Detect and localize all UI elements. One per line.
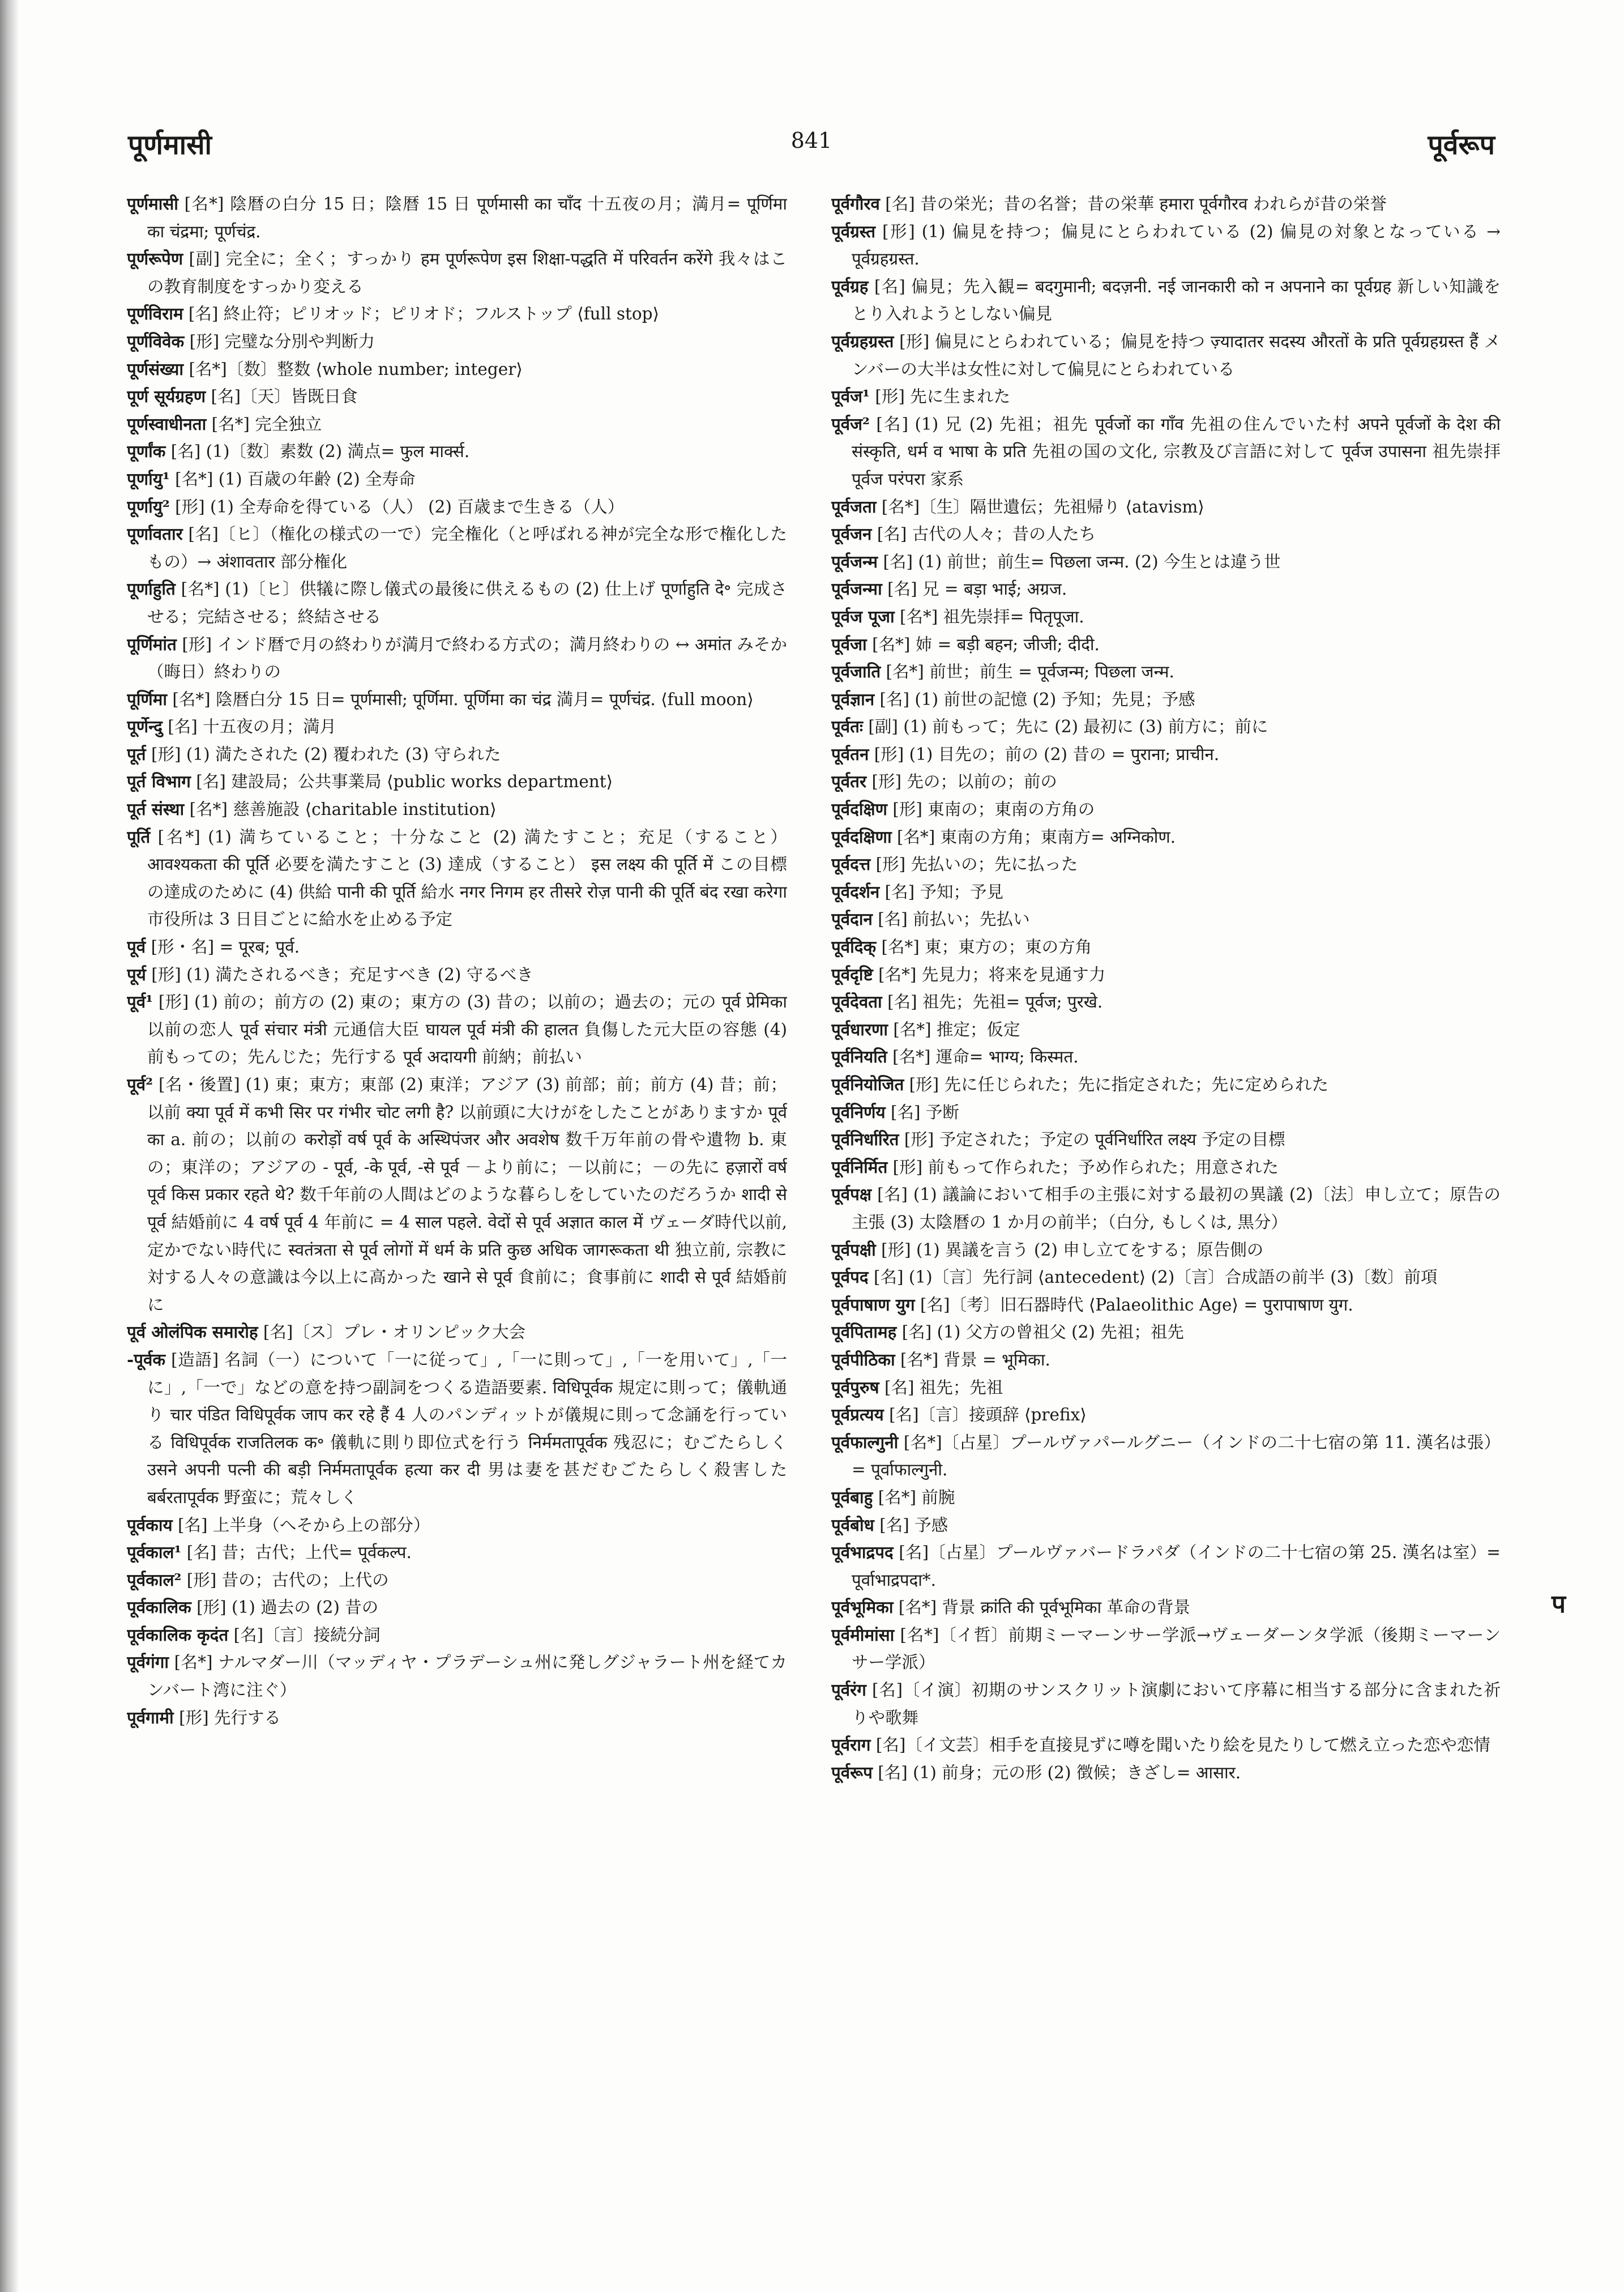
dictionary-entry [831,1374,1501,1402]
dictionary-entry [127,1621,787,1649]
dictionary-entry [831,961,1501,989]
entry-definition: [形] 予定された；予定の पूर्वनिर्धारित लक्ष्य 予定の目標 [904,1130,1285,1150]
entry-headword: पूर्वनियोजित [831,1074,904,1094]
dictionary-entry [831,1401,1501,1429]
entry-headword: पूर्ति [127,826,151,847]
entry-headword: पूर्णायु¹ [127,468,170,489]
entry-headword: पूर्वनिर्धारित [831,1129,899,1150]
entry-headword: पूर्वगामी [127,1707,174,1727]
entry-headword: पूर्णस्वाधीनता [127,413,207,434]
dictionary-entry [831,273,1501,328]
entry-definition: [名*] 前世；前生 = पूर्वजन्म; पिछला जन्म. [886,662,1174,682]
entry-definition: [名] 十五夜の月；満月 [168,717,337,737]
entry-headword: पूर्वपितामह [831,1322,897,1342]
entry-definition: [形] インド暦で月の終わりが満月で終わる方式の；満月終わりの ↔ अमांत みそか（晦日）終わりの [147,634,787,682]
entry-headword: पूर्वकाय [127,1514,173,1535]
entry-definition: [名*] (1) 満ちていること；十分なこと (2) 満たすこと；充足（すること） आवश्यकता की पूर्ति 必要を満たすこと (3) 達成（すること） इस लक्ष्य की पूर्ति में この目標の達成のために (4) 供給 पानी की पूर्ति 給水 नगर निगम हर तीसरे रोज़ पानी की पूर्ति बंद रखा करेगा 市役所は 3 日目ごとに給水を止める予定 [147,827,787,929]
entry-definition: [形] (1) 前の；前方の (2) 東の；東方の (3) 昔の；以前の；過去の；元の पूर्व प्रेमिका 以前の恋人 पूर्व संचार मंत्री 元通信大臣 घायल पूर्व मंत्री की हालत 負傷した元大臣の容態 (4) 前もっての；先んじた；先行する पूर्व अदायगी 前納；前払い [147,992,787,1067]
dictionary-entry [831,906,1501,933]
entry-definition: [形] (1) 全寿命を得ている（人） (2) 百歳まで生きる（人） [175,497,625,517]
dictionary-entry [831,548,1501,576]
entry-definition: [名] (1) 前世；前生= पिछला जन्म. (2) 今生とは違う世 [883,552,1281,571]
dictionary-entry [831,1594,1501,1621]
entry-headword: पूर्णविवेक [127,331,185,351]
dictionary-entry [831,1291,1501,1319]
dictionary-entry [831,1484,1501,1512]
entry-definition: [形] 先の；以前の；前の [871,772,1057,792]
entry-headword: पूर्वज¹ [831,386,870,407]
entry-headword: पूर्णांक [127,441,166,462]
dictionary-entry [831,988,1501,1016]
dictionary-entry [831,1512,1501,1539]
dictionary-entry [831,1318,1501,1346]
entry-definition: [名] 祖先；先祖 [884,1377,1003,1397]
entry-headword: पूर्वरंग [831,1680,866,1700]
entry-headword: पूर्वकालिक [127,1597,191,1617]
dictionary-entry [127,768,787,796]
entry-definition: [名] (1)〔言〕先行詞 ⟨antecedent⟩ (2)〔言〕合成語の前半 (3)〔数〕前項 [873,1267,1438,1287]
entry-headword: पूर्वजन्म [831,551,878,571]
entry-headword: पूर्वदत्त [831,854,871,874]
entry-headword: पूर्व [127,937,146,957]
entry-definition: [副] 完全に；全く；すっかり हम पूर्णरूपेण इस शिक्षा-पद्धति में परिवर्तन करेंगे 我々はこの教育制度をすっかり変える [147,249,787,296]
entry-headword: पूर्व ओलंपिक समारोह [127,1322,258,1342]
dictionary-entry [831,1621,1501,1676]
entry-headword: पूर्य [127,964,146,984]
dictionary-entry [127,796,787,823]
dictionary-entry [831,768,1501,796]
entry-definition: [名・後置] (1) 東；東方；東部 (2) 東洋；アジア (3) 前部；前；前方 (4) 昔；前；以前 क्या पूर्व में कभी सिर पर गंभीर चोट लगी है? 以前頭に大けがをしたことがありますか पूर्व का a. 前の；以前の करोड़ों वर्ष पूर्व के अस्थिपंजर और अवशेष 数千万年前の骨や遺物 b. 東の；東洋の；アジアの - पूर्व, -के पूर्व, -से पूर्व －より前に；－以前に；－の先に हज़ारों वर्ष पूर्व किस प्रकार रहते थे? 数千年前の人間はどのような暮らしをしていたのだろうか शादी से पूर्व 結婚前に 4 वर्ष पूर्व 4 年前に = 4 साल पहले. वेदों से पूर्व अज्ञात काल में ヴェーダ時代以前, 定かでない時代に स्वतंत्रता से पूर्व लोगों में धर्म के प्रति कुछ अधिक जागरूकता थी 独立前, 宗教に対する人々の意識は今以上に高かった खाने से पूर्व 食前に；食事前に शादी से पूर्व 結婚前に [147,1075,787,1314]
dictionary-entry [127,245,787,300]
entry-headword: पूर्वजाति [831,661,881,682]
left-column [127,190,787,2246]
entry-headword: पूर्वज्ञान [831,689,875,709]
dictionary-entry [831,851,1501,878]
entry-definition: [形] 偏見にとらわれている；偏見を持つ ज़्यादातर सदस्य औरतों के प्रति पूर्वग्रहग्रस्त हैं メンバーの大半は女性に対して偏見にとらわれている [852,331,1501,379]
entry-definition: [名] 昔の栄光；昔の名誉；昔の栄華 हमारा पूर्वगौरव われらが昔の栄誉 [885,194,1387,214]
entry-definition: [形] (1) 異議を言う (2) 申し立てをする；原告側の [881,1240,1264,1260]
entry-definition: [名] 前払い；先払い [878,910,1030,929]
entry-definition: [名] 予感 [879,1515,948,1535]
dictionary-entry [127,713,787,741]
dictionary-entry [127,190,787,245]
dictionary-entry [831,1071,1501,1099]
dictionary-entry [831,1676,1501,1731]
entry-headword: पूर्वग्रह [831,276,869,296]
entry-definition: [名*] 姉 = बड़ी बहन; जीजी; दीदी. [872,634,1100,654]
entry-headword: पूर्वज पूजा [831,606,895,626]
entry-headword: पूर्वज² [831,413,870,434]
entry-headword: पूर्वदेवता [831,992,882,1012]
entry-headword: पूर्वग्रहग्रस्त [831,331,894,351]
entry-headword: पूर्ण सूर्यग्रहण [127,386,206,407]
entry-definition: [名]〔ス〕プレ・オリンピック大会 [263,1322,526,1342]
dictionary-entry [831,218,1501,273]
entry-definition: [名*] 背景 क्रांति की पूर्वभूमिका 革命の背景 [898,1598,1191,1617]
dictionary-entry [127,988,787,1071]
entry-definition: [名] (1) 前身；元の形 (2) 徴候；きざし= आसार. [878,1762,1241,1782]
entry-headword: पूर्णेन्दु [127,716,163,737]
dictionary-entry [831,1731,1501,1759]
dictionary-entry [831,328,1501,383]
entry-definition: [名] (1)〔数〕素数 (2) 満点= फुल मार्क्स. [170,442,470,462]
entry-headword: पूर्वगौरव [831,194,880,214]
entry-definition: [形] 先に生まれた [875,387,1011,407]
entry-headword: पूर्वग्रस्त [831,221,876,241]
entry-definition: [名*] 陰暦の白分 15 日；陰暦 15 日 पूर्णमासी का चाँद 十五夜の月；満月= पूर्णिमा का चंद्रमा; पूर्णचंद्र. [147,194,787,241]
dictionary-entry [831,1539,1501,1594]
entry-definition: [形] 完璧な分別や判断力 [189,331,375,351]
left-guide-word: पूर्णमासी [128,129,212,161]
entry-headword: पूर्वकालिक कृदंत [127,1624,229,1645]
dictionary-entry [127,383,787,411]
dictionary-entry [831,1126,1501,1154]
dictionary-entry [831,520,1501,548]
entry-headword: पूर्वतन [831,744,869,764]
entry-headword: पूर्णायु² [127,496,170,517]
entry-definition: [名*] 先見力；将来を見通す力 [878,964,1106,984]
dictionary-entry [831,1099,1501,1126]
entry-definition: [名]〔考〕旧石器時代 ⟨Palaeolithic Age⟩ = पुरापाषाण युग. [920,1295,1353,1314]
entry-headword: पूर्वपक्षी [831,1239,876,1260]
dictionary-entry [831,933,1501,961]
entry-definition: [名]〔言〕接頭辞 ⟨prefix⟩ [889,1405,1087,1425]
entry-definition: [名] (1) 議論において相手の主張に対する最初の異議 (2)〔法〕申し立て；原告の主張 (3) 太陰暦の 1 か月の前半；（白分, もしくは, 黒分） [852,1185,1501,1232]
entry-definition: [形] 東南の；東南の方角の [892,800,1095,820]
entry-definition: [名] 上半身（へそから上の部分） [177,1515,430,1535]
entry-headword: पूर्वपाषाण युग [831,1294,915,1314]
entry-definition: [形] (1) 目先の；前の (2) 昔の = पुराना; प्राचीन. [874,744,1220,764]
entry-definition: [名*] 祖先崇拝= पितृपूजा. [900,607,1084,626]
entry-headword: पूर्त संस्था [127,799,185,820]
entry-definition: [名] 終止符；ピリオッド；ピリオド；フルストップ ⟨full stop⟩ [188,304,660,324]
entry-headword: पूर्वधारणा [831,1019,888,1039]
dictionary-entry [831,1016,1501,1044]
entry-definition: [名]〔天〕皆既日食 [211,387,358,407]
entry-definition: [名] 予知；予見 [884,882,1004,902]
entry-definition: [名] 予断 [891,1102,959,1122]
entry-headword: पूर्वभूमिका [831,1597,894,1617]
entry-headword: पूर्वदर्शन [831,881,880,902]
entry-definition: [名]〔言〕接続分詞 [233,1625,381,1645]
entry-definition: [名] 兄 = बड़ा भाई; अग्रज. [887,579,1067,599]
entry-headword: पूर्णविराम [127,304,183,324]
entry-headword: पूर्णसंख्या [127,358,184,379]
dictionary-entry [127,575,787,630]
entry-definition: [名]〔占星〕プールヴァバードラパダ（インドの二十七宿の第 25. 漢名は室）= पूर्वाभाद्रपदा*. [852,1543,1501,1590]
entry-headword: पूर्वजता [831,496,877,517]
entry-definition: [形] (1) 偏見を持つ；偏見にとらわれている (2) 偏見の対象となっている → पूर्वग्रहग्रस्त. [852,221,1501,269]
entry-definition: [名] (1) 父方の曾祖父 (2) 先祖；祖先 [901,1322,1184,1342]
dictionary-entry [831,190,1501,218]
dictionary-entry [127,493,787,521]
dictionary-entry [831,658,1501,686]
entry-definition: [名] (1) 前世の記憶 (2) 予知；先見；予感 [879,689,1195,709]
dictionary-entry [831,1429,1501,1484]
entry-headword: पूर्णावतार [127,524,183,544]
entry-definition: [形] 先払いの；先に払った [875,855,1078,874]
page-header [128,126,1495,171]
entry-headword: पूर्वराग [831,1735,871,1755]
dictionary-entry [831,713,1501,741]
entry-definition: [名*] 東；東方の；東の方角 [881,937,1092,957]
dictionary-entry [127,1594,787,1621]
entry-definition: [名*] 運命= भाग्य; किस्मत. [892,1047,1079,1067]
dictionary-entry [127,933,787,961]
entry-definition: [名*] (1) 百歳の年齢 (2) 全寿命 [175,469,416,489]
entry-headword: पूर्वतर [831,771,867,792]
entry-headword: पूर्वतः [831,716,863,737]
dictionary-entry [831,1264,1501,1291]
entry-headword: पूर्वजन्मा [831,579,882,599]
entry-definition: [名*]〔占星〕プールヴァパールグニー（インドの二十七宿の第 11. 漢名は張）= पूर्वाफाल्गुनी. [852,1432,1501,1480]
side-index-letter: प [1552,1590,1566,1619]
dictionary-entry [127,823,787,933]
entry-headword: पूर्वपद [831,1267,869,1287]
dictionary-entry [127,631,787,686]
entry-definition: [形・名] = पूरब; पूर्व. [151,937,300,957]
dictionary-entry [127,1346,787,1512]
dictionary-entry [831,741,1501,769]
entry-headword: पूर्णाहुति [127,579,176,599]
entry-definition: [形] 先行する [179,1708,281,1727]
book-binding-shadow [0,0,19,2292]
entry-headword: पूर्वदान [831,909,873,929]
entry-definition: [形] (1) 過去の (2) 昔の [196,1598,379,1617]
entry-headword: पूर्वकाल² [127,1569,182,1590]
dictionary-entry [831,1759,1501,1787]
entry-headword: पूर्वबाहु [831,1487,873,1507]
entry-headword: पूर्वफाल्गुनी [831,1432,899,1452]
entry-definition: [名*] 背景 = भूमिका. [900,1350,1050,1369]
entry-headword: पूर्व¹ [127,992,153,1012]
entry-headword: पूर्वदिक् [831,937,877,957]
dictionary-entry [831,383,1501,411]
entry-definition: [名*]〔生〕隔世遺伝；先祖帰り ⟨atavism⟩ [881,497,1204,517]
dictionary-entry [127,411,787,438]
entry-headword: पूर्त विभाग [127,771,191,792]
dictionary-entry [127,356,787,383]
dictionary-entry [831,575,1501,603]
entry-definition: [形] (1) 満たされた (2) 覆われた (3) 守られた [151,744,501,764]
entry-headword: पूर्वदृष्टि [831,964,873,984]
entry-headword: पूर्वगंगा [127,1652,169,1672]
entry-headword: पूर्णिमा [127,689,168,709]
dictionary-entry [127,1071,787,1318]
dictionary-entry [127,1318,787,1346]
entry-definition: [名*] (1)〔ヒ〕供犠に際し儀式の最後に供えるもの (2) 仕上げ पूर्णाहुति दे॰ 完成させる；完結させる；終結させる [147,579,787,626]
dictionary-entry [127,686,787,714]
dictionary-entry [831,631,1501,659]
entry-headword: पूर्वबोध [831,1514,874,1535]
entry-headword: पूर्णरूपेण [127,249,183,269]
entry-headword: -पूर्वक [127,1349,166,1369]
entry-definition: [名] (1) 兄 (2) 先祖；祖先 पूर्वजों का गाँव 先祖の住んでいた村 अपने पूर्वजों के देश की संस्कृति, धर्म व भाषा के प्रति 先祖の国の文化, 宗教及び言語に対して पूर्वज उपासना 祖先崇拝 पूर्वज परंपरा 家系 [852,414,1501,489]
page-number: 841 [790,128,832,153]
entry-headword: पूर्वजा [831,634,867,654]
dictionary-entry [127,520,787,575]
dictionary-entry [127,741,787,769]
entry-definition: [名]〔ヒ〕（権化の様式の一で）完全権化（と呼ばれる神が完全な形で権化したもの）→ अंशावतार 部分権化 [147,524,787,571]
dictionary-entry [831,1043,1501,1071]
dictionary-entry [127,438,787,466]
entry-definition: [名*] 陰暦白分 15 日= पूर्णमासी; पूर्णिमा. पूर्णिमा का चंद्र 満月= पूर्णचंद्र. ⟨full moon⟩ [172,689,754,709]
entry-definition: [形] 昔の；古代の；上代の [186,1570,389,1590]
dictionary-entry [127,328,787,356]
dictionary-entry [127,466,787,493]
entry-definition: [名]〔イ文芸〕相手を直接見ずに噂を聞いたり絵を見たりして燃え立った恋や恋情 [875,1735,1490,1755]
entry-definition: [名] 偏見；先入観= बदगुमानी; बदज़नी. नई जानकारी को न अपनाने का पूर्वग्रह 新しい知識をとり入れようとしない偏見 [852,276,1501,324]
dictionary-entry [831,411,1501,493]
entry-definition: [名*]〔数〕整数 ⟨whole number; integer⟩ [189,359,523,379]
entry-headword: पूर्वभाद्रपद [831,1542,894,1563]
dictionary-entry [127,300,787,328]
entry-headword: पूर्त [127,744,146,764]
entry-definition: [名] 祖先；先祖= पूर्वज; पुरखे. [887,992,1103,1012]
dictionary-entry [127,1704,787,1732]
entry-headword: पूर्वरूप [831,1762,873,1782]
entry-headword: पूर्णमासी [127,194,178,214]
entry-definition: [名*] 東南の方角；東南方= अग्निकोण. [896,827,1176,847]
dictionary-entry [831,796,1501,823]
entry-headword: पूर्वपक्ष [831,1184,872,1205]
entry-definition: [形] 先に任じられた；先に指定された；先に定められた [909,1075,1329,1094]
dictionary-entry [127,1539,787,1567]
entry-definition: [名] 建設局；公共事業局 ⟨public works department⟩ [196,772,613,792]
entry-definition: [名*] 完全独立 [211,414,322,434]
entry-headword: पूर्वप्रत्यय [831,1405,884,1425]
entry-definition: [副] (1) 前もって；先に (2) 最初に (3) 前方に；前に [868,717,1268,737]
dictionary-entry [831,603,1501,631]
right-column [831,190,1501,2246]
dictionary-entry [831,878,1501,906]
dictionary-entry [127,1512,787,1539]
entry-definition: [形] 前もって作られた；予め作られた；用意された [892,1157,1279,1177]
entry-definition: [名*] 推定；仮定 [893,1019,1020,1039]
entry-headword: पूर्वकाल¹ [127,1542,182,1563]
entry-definition: [名] 古代の人々；昔の人たち [877,524,1096,544]
dictionary-entry [127,1567,787,1594]
entry-definition: [名] 昔；古代；上代= पूर्वकल्प. [186,1543,412,1563]
dictionary-entry [831,1236,1501,1264]
entry-headword: पूर्व² [127,1074,153,1094]
dictionary-entry [831,823,1501,851]
dictionary-entry [831,493,1501,521]
entry-headword: पूर्वनिर्मित [831,1156,888,1177]
dictionary-entry [831,1346,1501,1374]
entry-definition: [名*] ナルマダー川（マッディヤ・プラデーシュ州に発しグジャラート州を経てカンバート湾に注ぐ） [147,1653,787,1700]
dictionary-entry [831,1181,1501,1236]
entry-headword: पूर्वपीठिका [831,1349,895,1369]
entry-headword: पूर्वनियति [831,1047,887,1067]
dictionary-entry [127,1649,787,1704]
entry-headword: पूर्वदक्षिणा [831,826,892,847]
dictionary-entry [831,1154,1501,1181]
right-guide-word: पूर्वरूप [1428,129,1495,161]
dictionary-entry [127,961,787,989]
entry-headword: पूर्वनिर्णय [831,1102,886,1122]
dictionary-entry [831,686,1501,714]
entry-definition: [名*] 慈善施設 ⟨charitable institution⟩ [189,800,497,820]
entry-headword: पूर्वजन [831,524,872,544]
entry-definition: [名]〔イ演〕初期のサンスクリット演劇において序幕に相当する部分に含まれた祈りや歌舞 [852,1680,1501,1727]
entry-headword: पूर्णिमांत [127,634,177,654]
entry-definition: [名*]〔イ哲〕前期ミーマーンサー学派→ヴェーダーンタ学派（後期ミーマーンサー学派） [852,1625,1501,1672]
entry-headword: पूर्वदक्षिण [831,799,887,820]
entry-definition: [形] (1) 満たされるべき；充足すべき (2) 守るべき [151,964,533,984]
entry-headword: पूर्वमीमांसा [831,1624,895,1645]
entry-headword: पूर्वपुरुष [831,1377,879,1397]
entry-definition: [造語] 名詞（一）について「一に従って」,「一に則って」,「一を用いて」,「一に」,「一で」などの意を持つ副詞をつくる造語要素. विधिपूर्वक 規定に則って；儀軌通り चार पंडित विधिपूर्वक जाप कर रहे हैं 4 人のパンディットが儀規に則って念誦を行っている विधिपूर्वक राजतिलक क॰ 儀軌に則り即位式を行う निर्ममतापूर्वक 残忍に；むごたらしく उसने अपनी पत्नी की बड़ी निर्ममतापूर्वक हत्या कर दी 男は妻を甚だむごたらしく殺害した बर्बरतापूर्वक 野蛮に；荒々しく [147,1350,787,1507]
entry-definition: [名*] 前腕 [878,1487,955,1507]
